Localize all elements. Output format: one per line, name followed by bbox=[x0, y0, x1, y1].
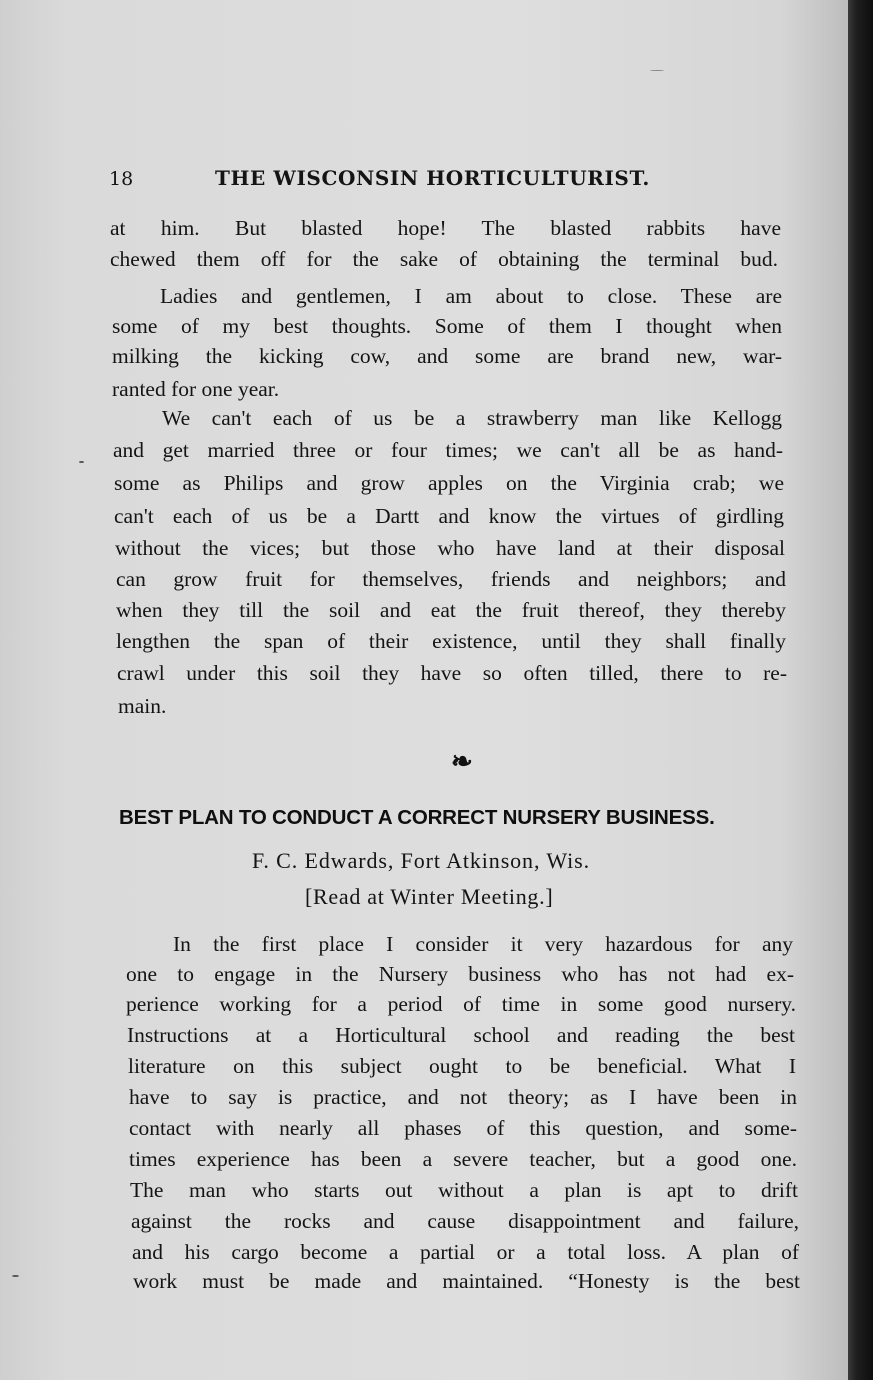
text-line: some as Philips and grow apples on the Virginia crab; we bbox=[114, 471, 784, 495]
text-line: can grow fruit for themselves, friends and neighbors; and bbox=[116, 567, 786, 591]
text-line: chewed them off for the sake of obtaining the terminal bud. bbox=[110, 247, 778, 271]
text-line: contact with nearly all phases of this question, and some- bbox=[129, 1116, 797, 1140]
text-line: work must be made and maintained. “Honesty is the best bbox=[133, 1269, 800, 1293]
text-line: We can't each of us be a strawberry man like Kellogg bbox=[162, 406, 782, 430]
text-line: literature on this subject ought to be beneficial. What I bbox=[128, 1054, 796, 1078]
text-line: have to say is practice, and not theory; as I have been in bbox=[129, 1085, 797, 1109]
text-line: can't each of us be a Dartt and know the virtues of girdling bbox=[114, 504, 784, 528]
scan-speck bbox=[650, 70, 664, 71]
article-byline: F. C. Edwards, Fort Atkinson, Wis. bbox=[252, 848, 591, 873]
text-line: some of my best thoughts. Some of them I thought when bbox=[112, 314, 782, 338]
text-line: In the first place I consider it very hazardous for any bbox=[173, 932, 793, 956]
text-line: main. bbox=[118, 694, 167, 718]
text-line: The man who starts out without a plan is apt to drift bbox=[130, 1178, 798, 1202]
scan-speck bbox=[79, 461, 84, 463]
text-line: crawl under this soil they have so often tilled, there to re- bbox=[117, 661, 787, 685]
running-head bbox=[109, 164, 669, 194]
section-ornament: ❧ bbox=[451, 747, 473, 777]
text-line: times experience has been a severe teacher, but a good one. bbox=[129, 1147, 797, 1171]
text-line: Instructions at a Horticultural school and reading the best bbox=[127, 1023, 795, 1047]
journal-title: THE WISCONSIN HORTICULTURIST. bbox=[215, 166, 650, 190]
text-line: at him. But blasted hope! The blasted rabbits have bbox=[110, 216, 781, 240]
text-line: ranted for one year. bbox=[112, 377, 280, 401]
article-title: BEST PLAN TO CONDUCT A CORRECT NURSERY BUSINESS. bbox=[119, 806, 715, 829]
text-line: and his cargo become a partial or a total loss. A plan of bbox=[132, 1240, 799, 1264]
text-line: one to engage in the Nursery business who has not had ex- bbox=[126, 962, 794, 986]
scan-speck bbox=[12, 1275, 19, 1277]
book-spine-shadow bbox=[848, 0, 873, 1380]
page-number: 18 bbox=[109, 168, 134, 190]
text-line: lengthen the span of their existence, until they shall finally bbox=[116, 629, 786, 653]
text-line: without the vices; but those who have land at their disposal bbox=[115, 536, 785, 560]
article-note: [Read at Winter Meeting.] bbox=[305, 884, 554, 909]
text-line: milking the kicking cow, and some are brand new, war- bbox=[112, 344, 782, 368]
text-line: when they till the soil and eat the fruit thereof, they thereby bbox=[116, 598, 786, 622]
text-line: against the rocks and cause disappointment and failure, bbox=[131, 1209, 799, 1233]
text-line: and get married three or four times; we can't all be as hand- bbox=[113, 438, 783, 462]
text-line: perience working for a period of time in some good nursery. bbox=[126, 992, 796, 1016]
text-line: Ladies and gentlemen, I am about to close. These are bbox=[160, 284, 782, 308]
